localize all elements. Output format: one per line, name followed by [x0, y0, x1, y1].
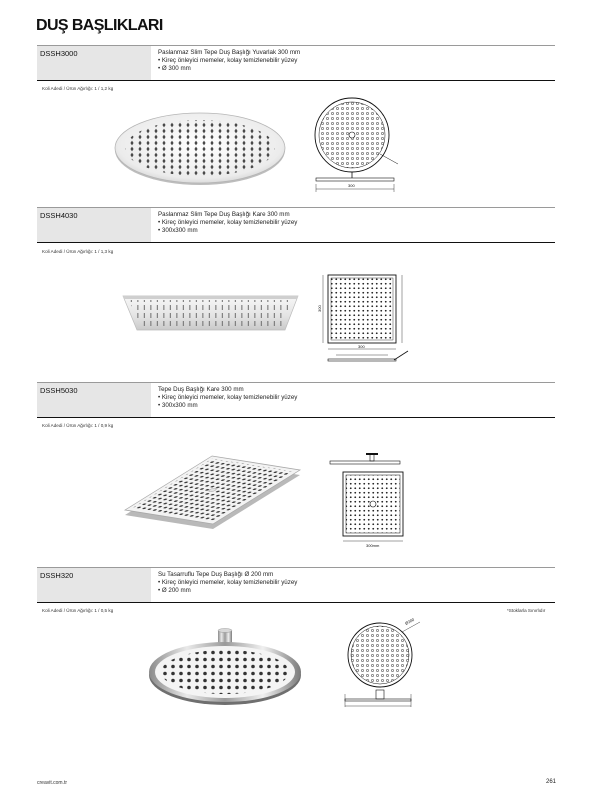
- description-line: • Ø 200 mm: [158, 587, 191, 594]
- page-title: DUŞ BAŞLIKLARI: [36, 17, 163, 34]
- product-header-dssh4030: [37, 207, 555, 243]
- package-info: Koli Adedi / Ürün Ağırlığı: 1 / 0,9 kg: [42, 423, 114, 428]
- dimension-label: 300: [317, 305, 322, 312]
- dimension-label: 300: [348, 183, 355, 188]
- footer-website: creavit.com.tr: [37, 780, 68, 786]
- side-profile: [345, 699, 411, 701]
- description-line: Su Tasarruflu Tepe Duş Başlığı Ø 200 mm: [158, 571, 274, 578]
- product-code: DSSH320: [37, 568, 151, 602]
- leader-line: [380, 154, 398, 164]
- package-info: Koli Adedi / Ürün Ağırlığı: 1 / 0,5 kg: [42, 608, 114, 613]
- nozzle-pattern: [125, 120, 275, 176]
- stem-top: [218, 629, 232, 633]
- side-profile: [330, 461, 400, 464]
- description-line: • Kireç önleyici memeler, kolay temizlenebilir yüzey: [158, 219, 298, 226]
- dssh4030-product-photo: [115, 288, 305, 338]
- product-description: [158, 211, 297, 235]
- dssh3000-product-photo: [112, 110, 290, 188]
- dimension-label: 300mm: [366, 543, 380, 548]
- stock-note: *Stoklarla Sınırlıdır: [507, 608, 546, 613]
- product-header-dssh320: [37, 567, 555, 603]
- description-line: • Ø 300 mm: [158, 65, 191, 72]
- description-line: • Kireç önleyici memeler, kolay temizlenebilir yüzey: [158, 579, 298, 586]
- nozzle-grid: [331, 278, 393, 340]
- description-line: • 300x300 mm: [158, 402, 198, 409]
- description-line: • Kireç önleyici memeler, kolay temizlenebilir yüzey: [158, 57, 298, 64]
- panel-edge: [123, 296, 298, 299]
- dssh320-technical-drawing: [340, 618, 425, 713]
- dssh5030-product-photo: [115, 448, 310, 543]
- description-line: Tepe Duş Başlığı Kare 300 mm: [158, 386, 244, 393]
- product-description: [158, 49, 300, 73]
- center-mark: [370, 501, 376, 507]
- product-code: DSSH4030: [37, 208, 151, 242]
- mount-stem: [370, 454, 374, 461]
- mount-stem: [376, 690, 384, 699]
- dimension-label: Ø200: [404, 616, 416, 626]
- dssh320-product-photo: [145, 628, 305, 706]
- product-header-dssh3000: [37, 45, 555, 81]
- shower-arm: [394, 351, 408, 360]
- dssh4030-technical-drawing: [316, 268, 416, 368]
- mount-flange: [366, 453, 378, 455]
- description-line: • 300x300 mm: [158, 227, 198, 234]
- side-profile: [316, 178, 394, 181]
- package-info: Koli Adedi / Ürün Ağırlığı: 1 / 1,2 kg: [42, 86, 114, 91]
- dssh5030-technical-drawing: [326, 450, 411, 550]
- product-header-dssh5030: [37, 382, 555, 418]
- package-info: Koli Adedi / Ürün Ağırlığı: 1 / 1,3 kg: [42, 249, 114, 254]
- product-description: [158, 571, 297, 595]
- side-profile: [328, 359, 396, 361]
- nozzle-pattern: [161, 650, 289, 694]
- page-number: 261: [546, 779, 557, 785]
- nozzle-pattern: [129, 300, 292, 327]
- description-line: Paslanmaz Slim Tepe Duş Başlığı Yuvarlak 300 mm: [158, 49, 301, 56]
- product-code: DSSH5030: [37, 383, 151, 417]
- center-mark: [349, 132, 355, 138]
- description-line: • Kireç önleyici memeler, kolay temizlenebilir yüzey: [158, 394, 298, 401]
- dssh3000-technical-drawing: [310, 96, 410, 196]
- description-line: Paslanmaz Slim Tepe Duş Başlığı Kare 300 mm: [158, 211, 290, 218]
- dimension-label: 300: [358, 344, 365, 349]
- product-code: DSSH3000: [37, 46, 151, 80]
- nozzle-grid: [351, 626, 409, 684]
- product-description: [158, 386, 297, 410]
